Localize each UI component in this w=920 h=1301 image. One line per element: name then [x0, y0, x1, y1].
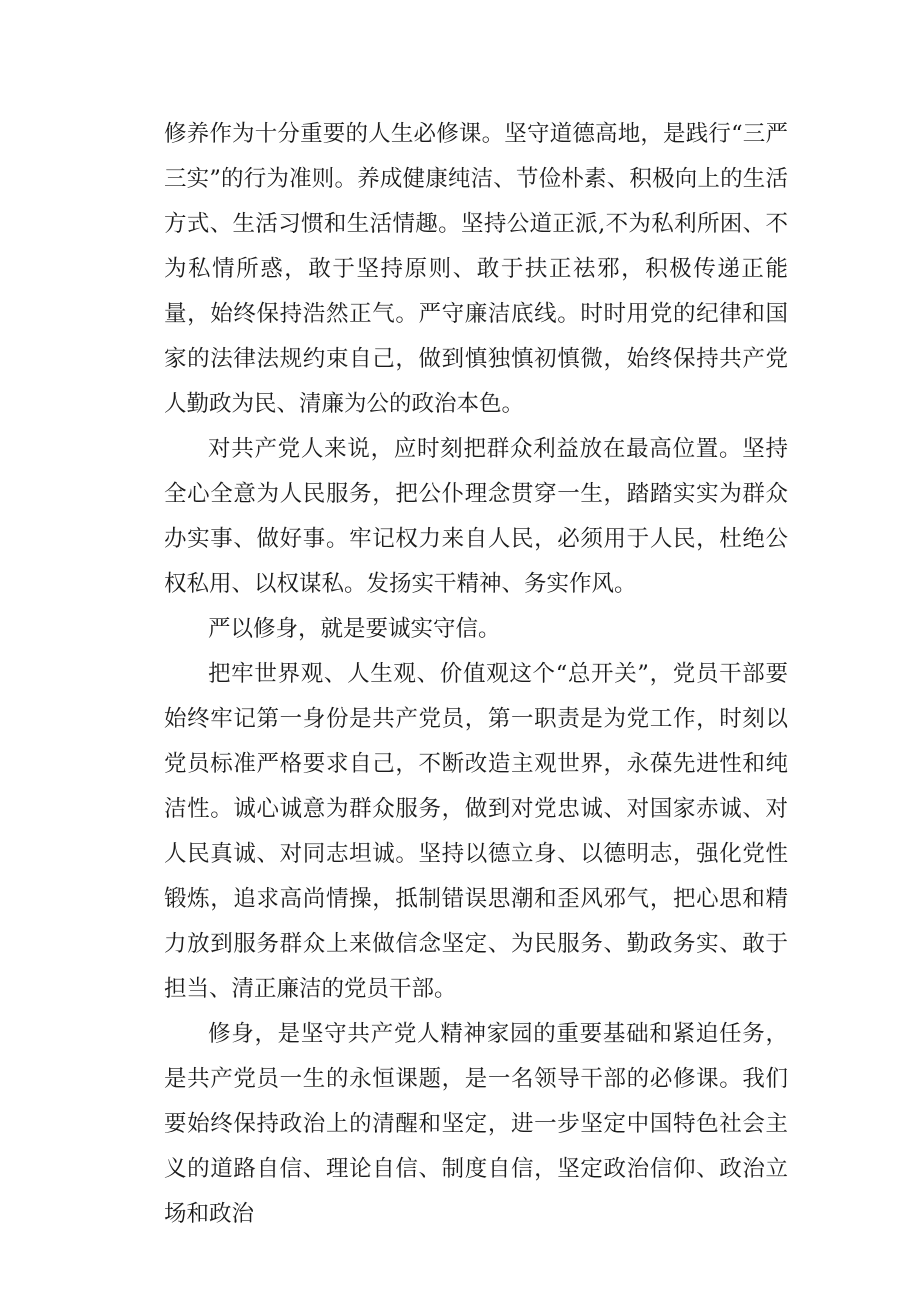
document-body	[164, 112, 788, 1237]
paragraph-mass-interests: 对共产党人来说，应时刻把群众利益放在最高位置。坚持全心全意为人民服务，把公仆理念贯穿一生，踏踏实实为群众办实事、做好事。牢记权力来自人民，必须用于人民，杜绝公权私用、以权谋私。发扬实干精神、务实作风。	[164, 436, 788, 597]
paragraph-self-cultivation-heading: 严以修身，就是要诚实守信。	[208, 616, 501, 642]
paragraph-continuation: 修养作为十分重要的人生必修课。坚守道德高地，是践行“三严三实”的行为准则。养成健康纯洁、节俭朴素、积极向上的生活方式、生活习惯和生活情趣。坚持公道正派,不为私利所困、不为私情所惑，敢于坚持原则、敢于扶正祛邪，积极传递正能量，始终保持浩然正气。严守廉洁底线。时时用党的纪律和国家的法律法规约束自己，做到慎独慎初慎微，始终保持共产党人勤政为民、清廉为公的政治本色。	[164, 121, 788, 417]
paragraph-self-cultivation-foundation: 修身，是坚守共产党人精神家园的重要基础和紧迫任务，是共产党员一生的永恒课题，是一名领导干部的必修课。我们要始终保持政治上的清醒和坚定，进一步坚定中国特色社会主义的道路自信、理论自信、制度自信，坚定政治信仰、政治立场和政治	[164, 1021, 788, 1227]
paragraph-worldview: 把牢世界观、人生观、价值观这个“总开关”，党员干部要始终牢记第一身份是共产党员，第一职责是为党工作，时刻以党员标准严格要求自己，不断改造主观世界，永葆先进性和纯洁性。诚心诚意为群众服务，做到对党忠诚、对国家赤诚、对人民真诚、对同志坦诚。坚持以德立身、以德明志，强化党性锻炼，追求高尚情操，抵制错误思潮和歪风邪气，把心思和精力放到服务群众上来做信念坚定、为民服务、勤政务实、敢于担当、清正廉洁的党员干部。	[164, 661, 788, 1002]
